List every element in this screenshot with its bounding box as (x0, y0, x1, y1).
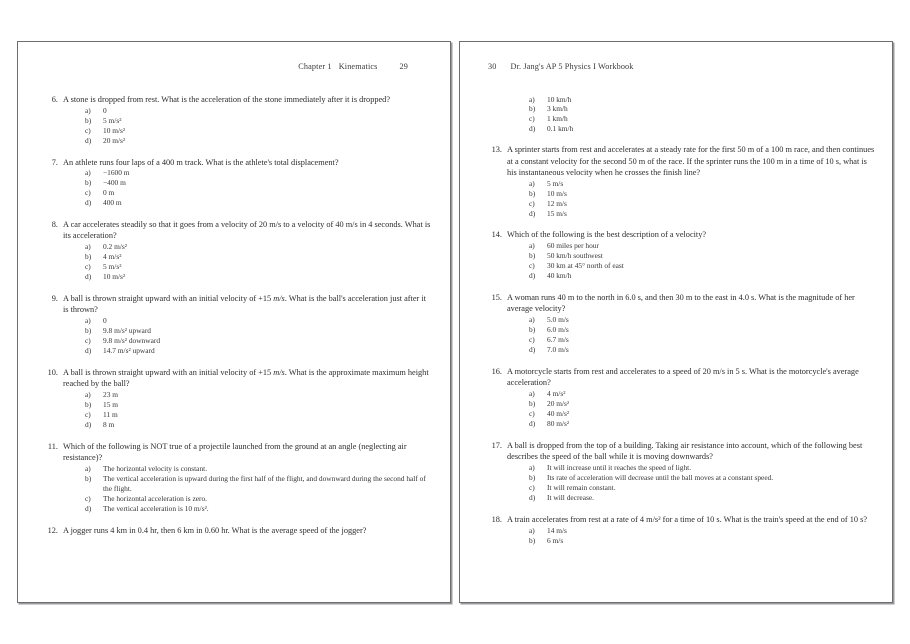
option-item[interactable] (63, 400, 432, 410)
option-item[interactable] (507, 463, 878, 473)
running-head-chapter: Chapter 1 (298, 62, 332, 71)
option-letter: d) (529, 208, 536, 218)
question-item (486, 366, 878, 429)
option-text: 9.8 m/s² downward (103, 336, 161, 346)
option-letter: d) (529, 492, 536, 502)
option-item[interactable] (63, 420, 432, 430)
option-letter: b) (529, 104, 536, 114)
option-item[interactable] (507, 95, 878, 105)
option-letter: d) (529, 345, 536, 355)
option-item[interactable] (507, 473, 878, 483)
option-letter: b) (85, 474, 92, 484)
option-letter: b) (85, 178, 92, 188)
option-text: 5 m/s² (103, 115, 122, 125)
option-text: Its rate of acceleration will decrease until the ball moves at a constant speed. (547, 473, 774, 483)
option-letter: a) (85, 242, 91, 252)
option-item[interactable] (63, 316, 432, 326)
question-item (42, 219, 432, 282)
question-text: Which of the following is the best description of a velocity? (507, 230, 707, 240)
option-item[interactable] (507, 419, 878, 429)
book-title: Dr. Jang's AP 5 Physics I Workbook (510, 62, 634, 71)
option-item[interactable] (507, 104, 878, 114)
option-item[interactable] (507, 199, 878, 209)
option-text: 15 m (103, 400, 118, 410)
question-list-left (42, 94, 432, 536)
option-letter: a) (85, 390, 91, 400)
option-text: 14 m/s (547, 525, 567, 535)
question-text: An athlete runs four laps of a 400 m track. What is the athlete's total displacement? (63, 157, 339, 167)
option-letter: a) (529, 241, 535, 251)
option-letter: b) (529, 535, 536, 545)
option-text: It will decrease. (547, 492, 594, 502)
question-number: 18. (491, 514, 502, 524)
option-text: 6.7 m/s (547, 335, 569, 345)
option-letter: d) (85, 198, 92, 208)
option-letter: b) (85, 400, 92, 410)
question-text: A motorcycle starts from rest and accelerates to a speed of 20 m/s in 5 s. What is the motorcycle's average acceleration? (507, 366, 859, 388)
option-letter: b) (529, 251, 536, 261)
option-item[interactable] (63, 474, 432, 494)
page-number-right: 30 (488, 62, 497, 71)
question-text-post: . What is the approximate maximum height reached by the ball? (63, 367, 429, 389)
question-text: A train accelerates from rest at a rate of 4 m/s² for a time of 10 s. What is the train's speed at the end of 10 s? (507, 514, 868, 524)
option-item[interactable] (507, 209, 878, 219)
option-letter: c) (85, 188, 91, 198)
question-item (42, 157, 432, 209)
option-text: 10 m/s² (103, 272, 126, 282)
option-list (63, 168, 432, 208)
option-item[interactable] (507, 493, 878, 503)
option-text: 400 m (103, 198, 122, 208)
option-item[interactable] (507, 251, 878, 261)
page-right-content (460, 42, 892, 602)
question-list-right (486, 94, 878, 546)
running-head-chapter-title: Kinematics (338, 62, 378, 71)
option-letter: b) (529, 325, 536, 335)
option-text: The vertical acceleration is upward during the first half of the flight, and downward during the second half of the flight. (103, 474, 426, 493)
option-text: 50 km/h southwest (547, 251, 603, 261)
option-text: 10 km/h (547, 94, 572, 104)
option-item[interactable] (63, 494, 432, 504)
option-text: 10 m/s² (103, 125, 126, 135)
option-item[interactable] (507, 335, 878, 345)
question-item (486, 229, 878, 281)
option-letter: c) (85, 493, 91, 503)
option-list (63, 390, 432, 430)
option-list (507, 241, 878, 281)
option-list (507, 463, 878, 503)
question-text: Which of the following is NOT true of a projectile launched from the ground at an angle (neglecting air resistance)? (63, 441, 407, 463)
option-text: 3 km/h (547, 104, 568, 114)
option-text: 14.7 m/s² upward (103, 346, 155, 356)
option-text: 6.0 m/s (547, 325, 569, 335)
option-text: It will remain constant. (547, 483, 616, 492)
question-number: 9. (51, 294, 58, 303)
option-text: 0 (103, 105, 107, 115)
question-number: 16. (491, 366, 502, 376)
question-text (63, 294, 426, 314)
option-item[interactable] (63, 272, 432, 282)
option-list (63, 106, 432, 146)
option-list (507, 179, 878, 219)
option-item[interactable] (507, 315, 878, 325)
option-text: −1600 m (103, 168, 130, 178)
question-text: A jogger runs 4 km in 0.4 hr, then 6 km in 0.60 hr. What is the average speed of the jogger? (63, 525, 367, 535)
option-letter: d) (85, 503, 92, 513)
option-item[interactable] (63, 252, 432, 262)
question-number: 8. (51, 220, 58, 230)
question-number: 15. (491, 293, 502, 302)
option-letter: c) (529, 261, 535, 271)
question-item (42, 525, 432, 536)
option-letter: b) (85, 252, 92, 262)
question-item (42, 293, 432, 356)
question-number: 12. (47, 525, 58, 535)
page-right (459, 41, 893, 603)
question-item (42, 441, 432, 514)
option-letter: d) (85, 135, 92, 145)
option-letter: a) (85, 105, 91, 115)
option-letter: b) (529, 399, 536, 409)
question-text: A ball is dropped from the top of a building. Taking air resistance into account, which of the following best describes the speed of the ball while it is moving downwards? (507, 440, 863, 462)
question-item (486, 144, 878, 218)
option-item[interactable] (507, 271, 878, 281)
option-letter: b) (85, 115, 92, 125)
question-text: A car accelerates steadily so that it goes from a velocity of 20 m/s to a velocity of 40 m/s in 4 seconds. What is its acceleration? (63, 220, 431, 241)
question-text-pre: A ball is thrown straight upward with an initial velocity of +15 (63, 367, 274, 377)
question-text-pre: A ball is thrown straight upward with an initial velocity of +15 (63, 294, 274, 303)
option-item[interactable] (507, 114, 878, 124)
option-item[interactable] (507, 536, 878, 546)
option-text: 5.0 m/s (547, 315, 569, 325)
option-item[interactable] (63, 262, 432, 272)
option-item[interactable] (63, 242, 432, 252)
option-text: 1 km/h (547, 114, 568, 124)
option-item[interactable] (63, 126, 432, 136)
option-text: 80 m/s² (547, 418, 570, 428)
option-letter: b) (529, 473, 536, 483)
running-head-left (298, 62, 408, 71)
option-letter: a) (85, 464, 91, 474)
option-item[interactable] (507, 189, 878, 199)
question-text (63, 368, 429, 388)
option-text: It will increase until it reaches the speed of light. (547, 463, 692, 473)
option-list (507, 315, 878, 355)
option-item[interactable] (63, 168, 432, 178)
option-text: 4 m/s² (103, 252, 122, 262)
option-letter: c) (85, 336, 91, 346)
option-item[interactable] (507, 483, 878, 493)
page-left-content (18, 42, 450, 602)
option-item[interactable] (507, 124, 878, 134)
option-item[interactable] (507, 345, 878, 355)
option-text: 40 km/h (547, 271, 572, 281)
option-item[interactable] (63, 410, 432, 420)
page-number-left: 29 (399, 62, 408, 71)
question-text: A sprinter starts from rest and accelerates at a steady rate for the first 50 m of a 100 m race, and then continues at a constant velocity for the second 50 m of the race. If the sprinter runs the 100 m in a time of 10 s, what is his instantaneous velocity when he crosses the finish line? (507, 145, 875, 177)
option-letter: a) (529, 94, 535, 104)
option-text: The vertical acceleration is 10 m/s². (103, 503, 209, 513)
option-item[interactable] (507, 325, 878, 335)
question-number: 7. (51, 157, 58, 167)
option-letter: c) (529, 198, 535, 208)
option-item[interactable] (507, 261, 878, 271)
question-number: 6. (51, 95, 58, 104)
option-letter: a) (529, 463, 535, 473)
option-item[interactable] (507, 526, 878, 536)
option-letter: a) (85, 168, 91, 178)
option-letter: d) (529, 271, 536, 281)
option-list (507, 95, 878, 135)
option-letter: a) (529, 389, 535, 399)
question-item (42, 367, 432, 430)
option-item[interactable] (63, 390, 432, 400)
option-item[interactable] (507, 399, 878, 409)
option-letter: b) (529, 188, 536, 198)
running-head-right (488, 62, 634, 71)
option-text: 5 m/s (547, 178, 564, 188)
option-letter: a) (85, 316, 91, 326)
page-left (17, 41, 451, 603)
option-letter: d) (529, 418, 536, 428)
option-text: 8 m (103, 419, 115, 429)
option-item[interactable] (63, 136, 432, 146)
option-list (507, 526, 878, 546)
option-letter: d) (85, 272, 92, 282)
option-text: 20 m/s² (103, 135, 126, 145)
option-text: 5 m/s² (103, 262, 122, 272)
option-text: 6 m/s (547, 535, 564, 545)
option-text: 7.0 m/s (547, 345, 569, 355)
option-letter: c) (85, 125, 91, 135)
question-text: A stone is dropped from rest. What is the acceleration of the stone immediately after it is dropped? (63, 95, 391, 104)
question-number: 13. (491, 145, 502, 155)
option-text: 40 m/s² (547, 409, 570, 419)
question-item (42, 94, 432, 146)
question-number: 10. (47, 367, 58, 377)
option-text: 0.1 km/h (547, 124, 574, 134)
question-item (486, 292, 878, 355)
question-item (486, 514, 878, 546)
question-number: 14. (491, 230, 502, 240)
option-text: The horizontal acceleration is zero. (103, 493, 208, 503)
option-item[interactable] (507, 389, 878, 399)
question-text-post: . What is the ball's acceleration just after it is thrown? (63, 294, 426, 315)
option-letter: d) (85, 419, 92, 429)
option-item[interactable] (63, 504, 432, 514)
option-list (63, 242, 432, 282)
question-number: 11. (47, 441, 58, 451)
option-letter: a) (529, 178, 535, 188)
option-item[interactable] (63, 464, 432, 474)
option-text: 9.8 m/s² upward (103, 326, 151, 336)
question-number: 17. (491, 440, 502, 450)
option-letter: c) (529, 409, 535, 419)
option-text: 20 m/s² (547, 399, 570, 409)
option-text: −400 m (103, 178, 126, 188)
option-text: 23 m (103, 390, 118, 400)
option-item[interactable] (63, 178, 432, 188)
option-text: 0 (103, 316, 107, 326)
option-item[interactable] (507, 179, 878, 189)
continued-option-group (486, 95, 878, 135)
option-text: 10 m/s (547, 188, 567, 198)
option-text: 12 m/s (547, 198, 567, 208)
option-list (507, 389, 878, 429)
option-text: 4 m/s² (547, 389, 566, 399)
option-letter: c) (85, 262, 91, 272)
question-text: A woman runs 40 m to the north in 6.0 s, and then 30 m to the east in 4.0 s. What is the magnitude of her average velocity? (507, 293, 855, 314)
option-item[interactable] (63, 116, 432, 126)
option-item[interactable] (507, 409, 878, 419)
option-letter: a) (529, 315, 535, 325)
option-list (63, 464, 432, 514)
option-letter: c) (529, 335, 535, 345)
option-text: 0.2 m/s² (103, 242, 127, 252)
option-item[interactable] (63, 106, 432, 116)
question-item (486, 440, 878, 503)
option-letter: d) (85, 346, 92, 356)
option-item[interactable] (63, 336, 432, 346)
option-item[interactable] (63, 188, 432, 198)
option-letter: c) (529, 483, 535, 492)
option-text: 15 m/s (547, 208, 567, 218)
option-item[interactable] (507, 241, 878, 251)
option-letter: a) (529, 525, 535, 535)
option-letter: c) (529, 114, 535, 124)
option-item[interactable] (63, 326, 432, 336)
option-text: The horizontal velocity is constant. (103, 464, 208, 474)
option-list (63, 316, 432, 356)
option-text: 0 m (103, 188, 115, 198)
option-text: 60 miles per hour (547, 241, 599, 251)
option-text: 30 km at 45° north of east (547, 261, 624, 271)
option-item[interactable] (63, 198, 432, 208)
option-letter: d) (529, 124, 536, 134)
option-text: 11 m (103, 410, 118, 420)
option-letter: c) (85, 410, 91, 420)
option-letter: b) (85, 326, 92, 336)
question-text-unit: m/s (273, 294, 285, 303)
question-text-unit: m/s (273, 367, 285, 377)
option-item[interactable] (63, 346, 432, 356)
